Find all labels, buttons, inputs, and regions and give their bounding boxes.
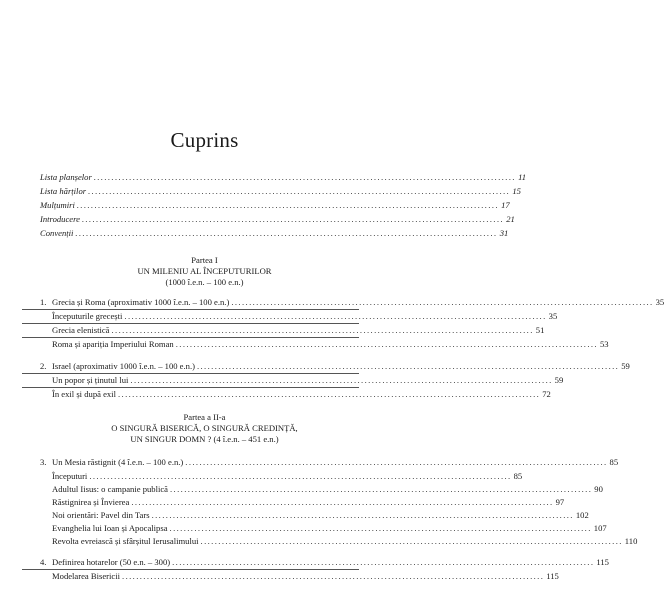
chapter-number: 4. xyxy=(40,557,47,567)
entry-page: 115 xyxy=(546,571,559,581)
entry-page: 102 xyxy=(575,510,589,520)
part-2-title-line-1: O SINGURĂ BISERICĂ, O SINGURĂ CREDINȚĂ, xyxy=(111,423,298,433)
entry-label: Noi orientări: Pavel din Tars xyxy=(52,510,150,520)
part-2-dates: (4 î.e.n. – 451 e.n.) xyxy=(211,434,279,444)
part-2-heading: Partea a II-a xyxy=(183,412,226,422)
entry-page: 107 xyxy=(593,523,607,533)
entry-label: Grecia și Roma (aproximativ 1000 î.e.n. – 100 e.n.) xyxy=(52,297,230,307)
toc-chapter-1[interactable] xyxy=(52,297,664,308)
chapter-number: 3. xyxy=(40,457,47,467)
part-2-title-line-2-text: UN SINGUR DOMN ? xyxy=(130,434,212,444)
toc-subentry[interactable] xyxy=(52,325,545,336)
leader-dots: ....................................................................................................................... xyxy=(89,471,512,481)
entry-label: Grecia elenistică xyxy=(52,325,110,335)
toc-chapter-2[interactable] xyxy=(52,361,630,372)
toc-subentry[interactable] xyxy=(52,497,565,508)
entry-page: 53 xyxy=(599,339,609,349)
toc-subentry[interactable] xyxy=(52,523,607,534)
toc-entry-front-4[interactable] xyxy=(40,214,515,225)
toc-subentry[interactable] xyxy=(52,571,559,582)
entry-page: 90 xyxy=(594,484,603,494)
entry-label: Începuturile grecești xyxy=(52,311,123,321)
leader-dots: ....................................................................................................................... xyxy=(231,297,654,307)
entry-label: Definirea hotarelor (50 e.n. – 300) xyxy=(52,557,171,567)
toc-subentry[interactable] xyxy=(52,471,523,482)
leader-dots: ....................................................................................................................... xyxy=(169,523,592,533)
part-1-dates: (1000 î.e.n. – 100 e.n.) xyxy=(165,277,244,287)
entry-label: În exil și după exil xyxy=(52,389,116,399)
toc-entry-front-3[interactable] xyxy=(40,200,510,211)
toc-subentry[interactable] xyxy=(52,375,564,386)
part-1-title: UN MILENIU AL ÎNCEPUTURILOR xyxy=(137,266,272,276)
leader-dots: ....................................................................................................................... xyxy=(117,389,541,399)
leader-dots: ....................................................................................................................... xyxy=(172,557,595,567)
leader-dots: ....................................................................................................................... xyxy=(175,339,598,349)
leader-dots: ....................................................................................................................... xyxy=(196,361,620,371)
entry-label: Evanghelia lui Ioan și Apocalipsa xyxy=(52,523,168,533)
entry-label: Israel (aproximativ 1000 î.e.n. – 100 e.n.) xyxy=(52,361,195,371)
leader-dots: ....................................................................................................................... xyxy=(130,375,553,385)
part-1-heading: Partea I xyxy=(191,255,218,265)
toc-entry-front-1[interactable] xyxy=(40,172,527,183)
toc-entry-front-2[interactable] xyxy=(40,186,521,197)
leader-dots: ....................................................................................................................... xyxy=(81,214,505,224)
entry-label: Adultul Iisus: o campanie publică xyxy=(52,484,168,494)
toc-subentry[interactable] xyxy=(52,339,609,350)
entry-page: 85 xyxy=(513,471,523,481)
entry-page: 72 xyxy=(542,389,551,399)
toc-subentry[interactable] xyxy=(52,510,589,521)
entry-page: 15 xyxy=(512,186,521,196)
leader-dots: ....................................................................................................................... xyxy=(122,571,545,581)
toc-subentry[interactable] xyxy=(52,389,551,400)
entry-page: 17 xyxy=(501,200,510,210)
entry-label: Lista hărților xyxy=(40,186,87,196)
leader-dots: ....................................................................................................................... xyxy=(93,172,517,182)
entry-page: 59 xyxy=(554,375,564,385)
leader-dots: ....................................................................................................................... xyxy=(124,311,547,321)
entry-page: 35 xyxy=(548,311,558,321)
chapter-number: 1. xyxy=(40,297,47,307)
toc-chapter-3[interactable] xyxy=(52,457,619,468)
entry-page: 115 xyxy=(596,557,609,567)
leader-dots: ....................................................................................................................... xyxy=(88,186,511,196)
toc-subentry[interactable] xyxy=(52,311,558,322)
entry-page: 51 xyxy=(535,325,545,335)
entry-label: Începuturi xyxy=(52,471,88,481)
leader-dots: ....................................................................................................................... xyxy=(75,228,498,238)
entry-label: Răstignirea și Învierea xyxy=(52,497,130,507)
toc-subentry[interactable] xyxy=(52,484,603,495)
leader-dots: ....................................................................................................................... xyxy=(151,510,574,520)
entry-label: Un popor și ținutul lui xyxy=(52,375,129,385)
entry-label: Lista planșelor xyxy=(40,172,92,182)
entry-label: Modelarea Bisericii xyxy=(52,571,121,581)
entry-page: 97 xyxy=(555,497,565,507)
part-2-title-line-2 xyxy=(0,434,409,445)
entry-page: 110 xyxy=(624,536,638,546)
toc-chapter-4[interactable] xyxy=(52,557,609,568)
entry-label: Revolta evreiască și sfârșitul Ierusalimului xyxy=(52,536,199,546)
entry-page: 21 xyxy=(506,214,515,224)
toc-subentry[interactable] xyxy=(52,536,638,547)
leader-dots: ....................................................................................................................... xyxy=(170,484,593,494)
chapter-number: 2. xyxy=(40,361,47,371)
entry-page: 59 xyxy=(621,361,630,371)
entry-label: Introducere xyxy=(40,214,80,224)
leader-dots: ....................................................................................................................... xyxy=(76,200,500,210)
entry-page: 31 xyxy=(499,228,509,238)
page-title: Cuprins xyxy=(170,128,239,152)
toc-entry-front-5[interactable] xyxy=(40,228,509,239)
entry-label: Convenții xyxy=(40,228,74,238)
entry-page: 11 xyxy=(518,172,527,182)
entry-page: 85 xyxy=(609,457,619,467)
entry-label: Mulțumiri xyxy=(40,200,75,210)
leader-dots: ....................................................................................................................... xyxy=(185,457,608,467)
leader-dots: ....................................................................................................................... xyxy=(111,325,534,335)
leader-dots: ....................................................................................................................... xyxy=(131,497,554,507)
entry-label: Un Mesia răstignit (4 î.e.n. – 100 e.n.) xyxy=(52,457,184,467)
leader-dots: ....................................................................................................................... xyxy=(200,536,623,546)
entry-page: 35 xyxy=(655,297,664,307)
entry-label: Roma și apariția Imperiului Roman xyxy=(52,339,174,349)
